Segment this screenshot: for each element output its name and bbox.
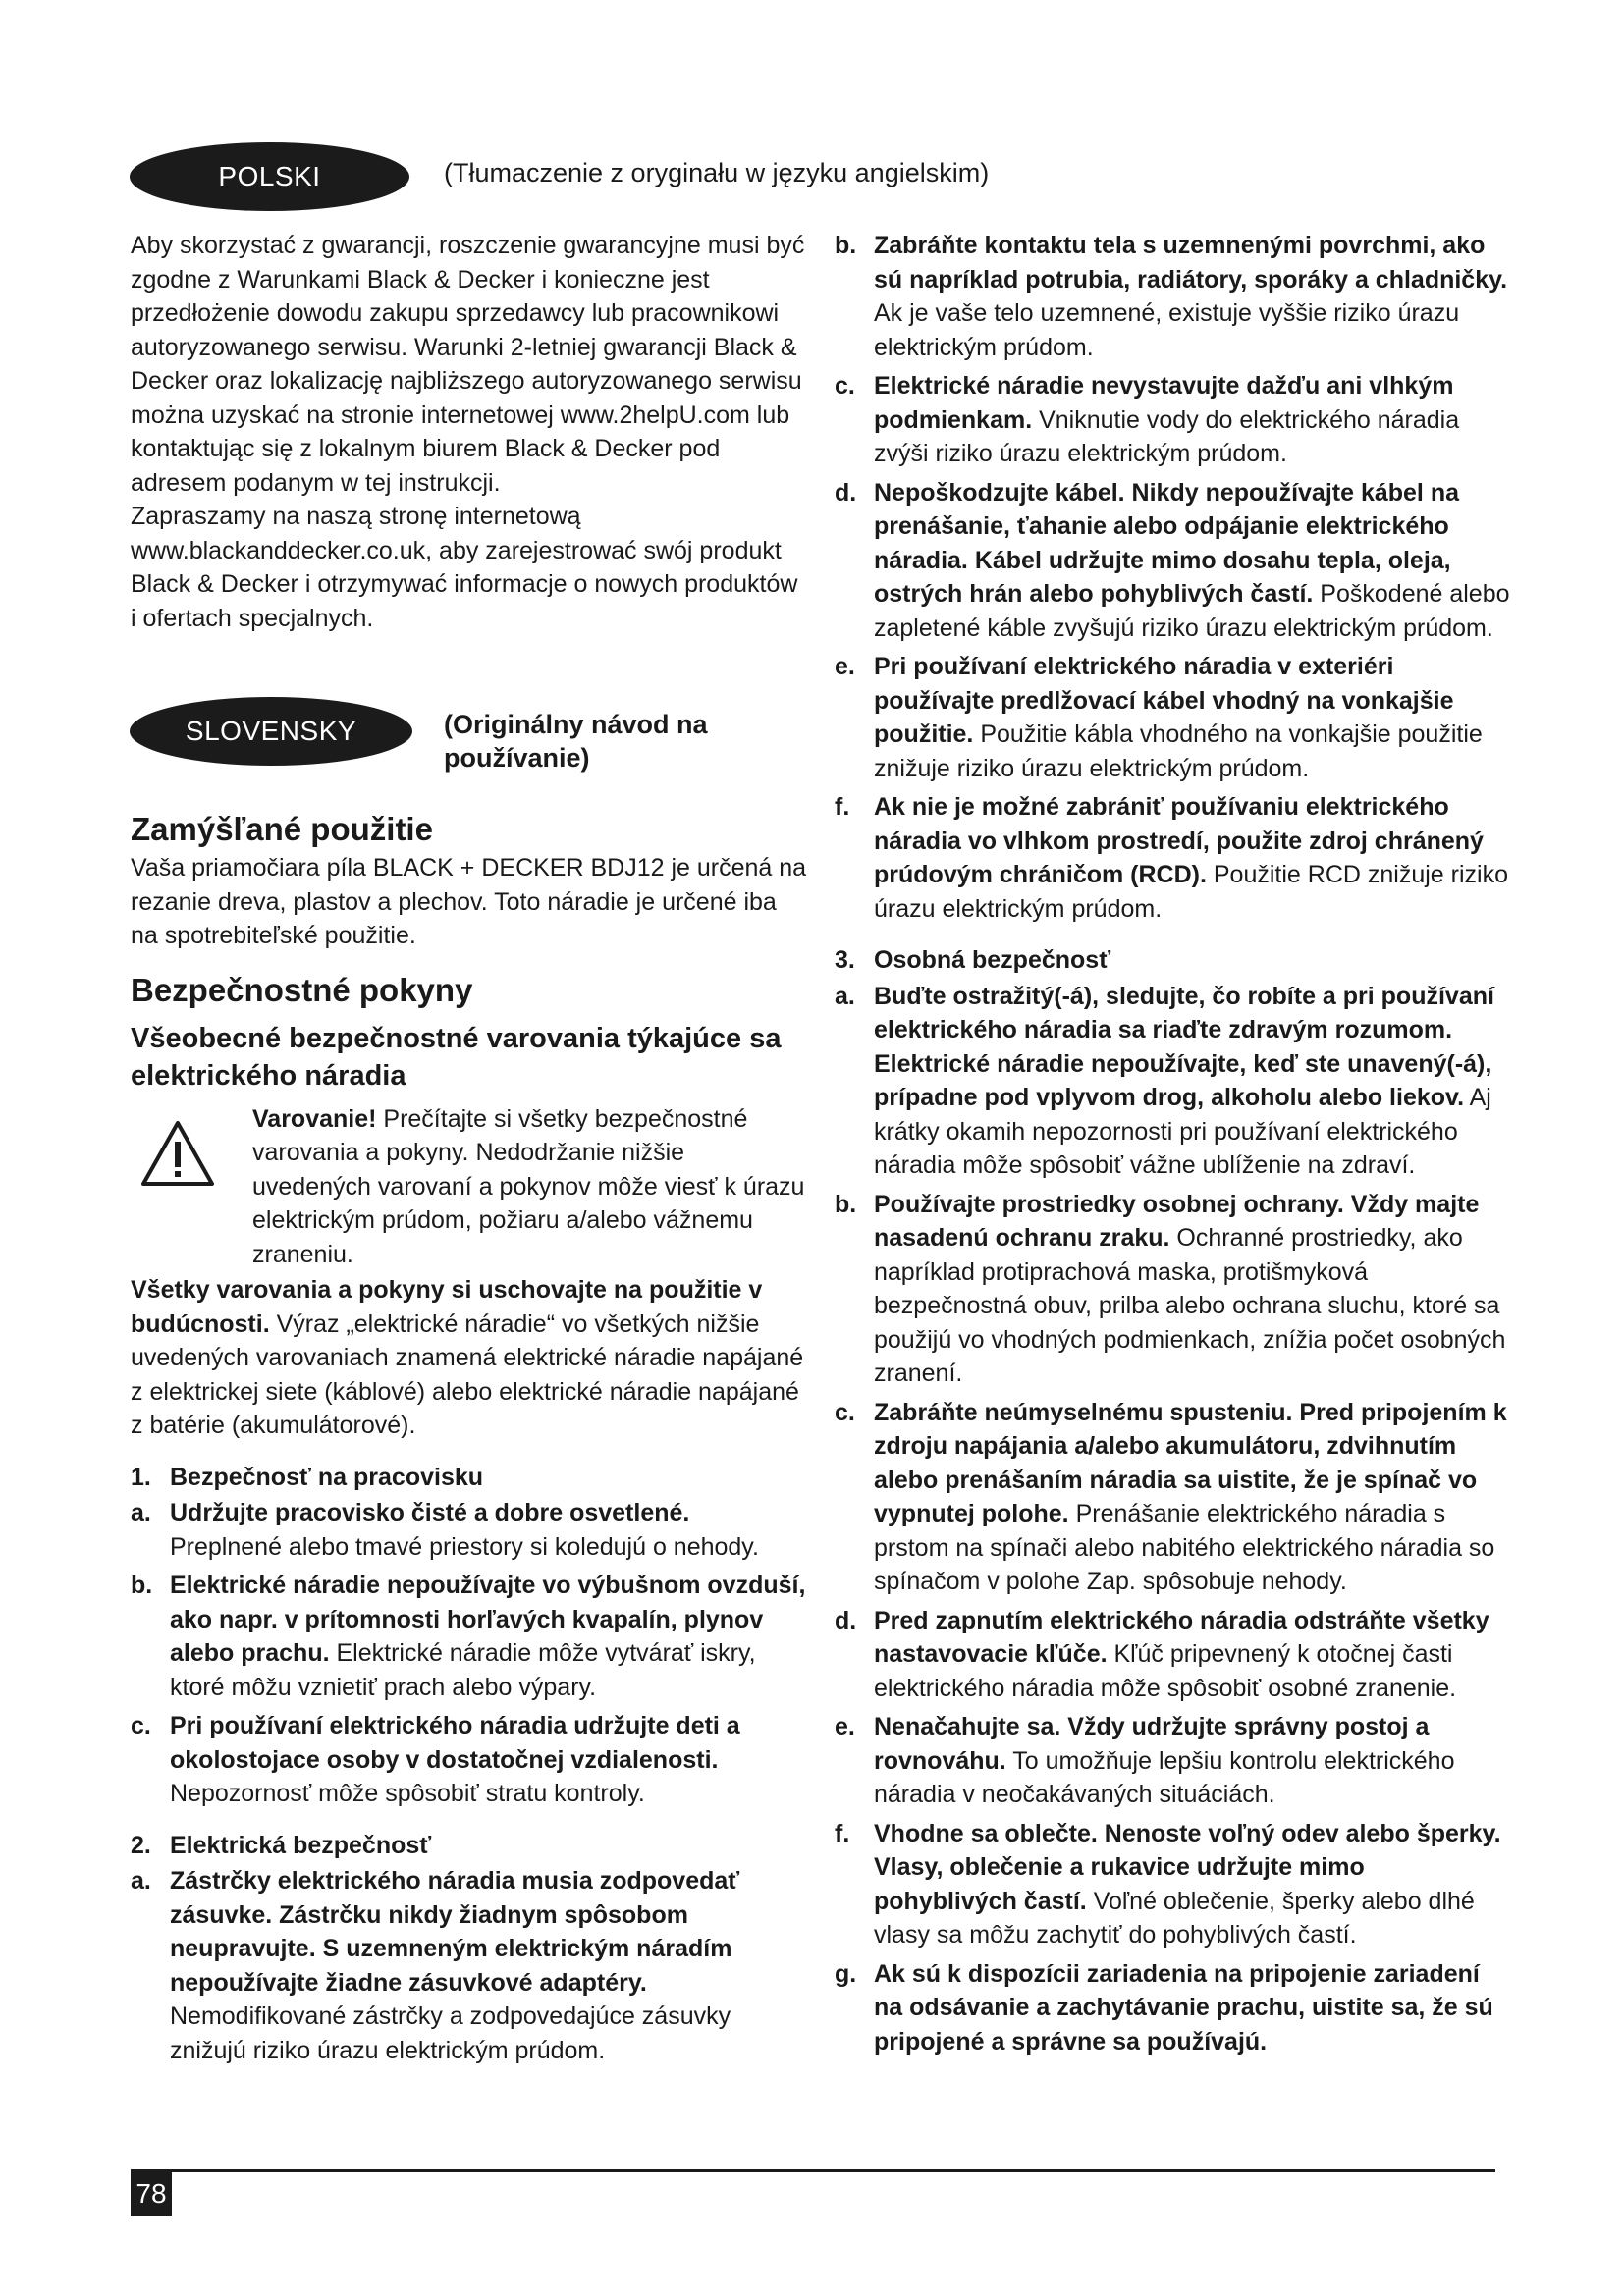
item-text: Ak je vaše telo uzemnené, existuje vyššie riziko úrazu elektrickým prúdom. <box>874 299 1460 361</box>
left-column <box>131 229 808 2072</box>
page-number-badge <box>131 2172 172 2216</box>
list-item <box>835 1710 1512 1812</box>
item-text: Voľné oblečenie, šperky alebo dlhé vlasy sa môžu zachytiť do pohyblivých častí. <box>874 1887 1475 1949</box>
section-1-heading <box>131 1461 808 1495</box>
right-column <box>835 229 1512 2063</box>
item-text: Ochranné prostriedky, ako napríklad protiprachová maska, protišmyková bezpečnostná obuv, prilba alebo ochrana sluchu, ktoré sa použijú vo vhodných podmienkach, znížia počet osobných zranení. <box>874 1224 1506 1387</box>
item-bold: Pri používaní elektrického náradia v exteriéri používajte predlžovací kábel vhodný na vonkajšie použitie. <box>874 653 1454 748</box>
item-marker: a. <box>835 982 855 1010</box>
list-item <box>835 1604 1512 1706</box>
item-text: Použitie RCD znižuje riziko úrazu elektrickým prúdom. <box>874 861 1508 923</box>
item-marker: g. <box>835 1959 857 1988</box>
item-marker: c. <box>835 372 855 400</box>
item-bold: Elektrické náradie nepoužívajte vo výbušnom ovzduší, ako napr. v prítomnosti horľavých kvapalín, plynov alebo prachu. <box>170 1572 806 1667</box>
item-text: To umožňuje lepšiu kontrolu elektrického náradia v neočakávaných situáciách. <box>874 1746 1455 1808</box>
item-text: Nemodifikované zástrčky a zodpovedajúce zásuvky znižujú riziko úrazu elektrickým prúdom. <box>170 2002 731 2064</box>
item-bold: Zástrčky elektrického náradia musia zodpovedať zásuvke. Zástrčku nikdy žiadnym spôsobom neupravujte. S uzemneným elektrickým náradím nepoužívajte žiadne zásuvkové adaptéry. <box>170 1867 740 1997</box>
polish-paragraph-warranty: Aby skorzystać z gwarancji, roszczenie gwarancyjne musi być zgodne z Warunkami Black & Decker i konieczne jest przedłożenie dowodu zakupu sprzedawcy lub pracownikowi autoryzowanego serwisu. Warunki 2-letniej gwarancji Black & Decker oraz lokalizację najbliższego autoryzowanego serwisu można uzyskać na stronie internetowej www.2helpU.com lub kontaktując się z lokalnym biurem Black & Decker pod adresem podanym w tej instrukcji. <box>131 232 805 497</box>
item-marker: c. <box>835 1398 855 1426</box>
item-text: Aj krátky okamih nepozornosti pri používaní elektrického náradia môže spôsobiť vážne ublíženie na zdraví. <box>874 1084 1491 1179</box>
item-bold: Ak sú k dispozícii zariadenia na pripojenie zariadení na odsávanie a zachytávanie prachu, uistite sa, že sú pripojené a správne sa používajú. <box>874 1959 1493 2056</box>
keep-instructions-bold: Všetky varovania a pokyny si uschovajte na použitie v budúcnosti. <box>131 1276 763 1338</box>
intended-use-heading: Zamýšľané použitie <box>131 811 433 847</box>
footer-rule <box>131 2169 1495 2172</box>
item-marker: d. <box>835 478 857 507</box>
item-text: Kľúč pripevnený k otočnej časti elektrického náradia môže spôsobiť osobné zranenie. <box>874 1640 1457 1702</box>
item-bold: Zabráňte neúmyselnému spusteniu. Pred pripojením k zdroju napájania a/alebo akumulátoru, zdvihnutím alebo prenášaním náradia sa uistite, že je spínač vo vypnutej polohe. <box>874 1398 1507 1527</box>
item-bold: Používajte prostriedky osobnej ochrany. Vždy majte nasadenú ochranu zraku. <box>874 1190 1480 1252</box>
item-bold: Elektrické náradie nevystavujte dažďu ani vlhkým podmienkam. <box>874 372 1454 434</box>
list-item <box>131 1496 808 1564</box>
item-bold: Buďte ostražitý(-á), sledujte, čo robíte a pri používaní elektrického náradia sa riaďte zdravým rozumom. Elektrické náradie nepoužívajte, keď ste unavený(-á), prípadne pod vplyvom drog, alkoholu alebo liekov. <box>874 982 1494 1111</box>
list-item <box>131 1569 808 1704</box>
item-bold: Zabráňte kontaktu tela s uzemnenými povrchmi, ako sú napríklad potrubia, radiátory, sporáky a chladničky. <box>874 232 1508 294</box>
item-marker: b. <box>835 232 857 259</box>
item-marker: c. <box>131 1712 151 1739</box>
list-item <box>131 1864 808 2067</box>
section-2-title: Elektrická bezpečnosť <box>170 1831 432 1859</box>
section-2-number: 2. <box>131 1831 151 1859</box>
item-text: Poškodené alebo zapletené káble zvyšujú riziko úrazu elektrickým prúdom. <box>874 580 1510 642</box>
item-marker: f. <box>835 793 850 821</box>
item-bold: Udržujte pracovisko čisté a dobre osvetlené. <box>170 1499 690 1526</box>
item-text: Prenášanie elektrického náradia s prstom na spínači alebo nabitého elektrického náradia so spínačom v polohe Zap. spôsobuje nehody. <box>874 1500 1495 1595</box>
item-marker: d. <box>835 1606 857 1634</box>
polish-paragraph-register: Zapraszamy na naszą stronę internetową www.blackanddecker.co.uk, aby zarejestrować swój produkt Black & Decker i otrzymywać informacje o nowych produktów i ofertach specjalnych. <box>131 503 798 632</box>
item-bold: Nenačahujte sa. Vždy udržujte správny postoj a rovnováhu. <box>874 1713 1430 1775</box>
item-bold: Vhodne sa oblečte. Nenoste voľný odev alebo šperky. Vlasy, oblečenie a rukavice udržujte mimo pohyblivých častí. <box>874 1819 1501 1915</box>
warning-text: Prečítajte si všetky bezpečnostné varovania a pokyny. Nedodržanie nižšie uvedených varovaní a pokynov môže viesť k úrazu elektrickým prúdom, požiaru a/alebo vážnemu zraneniu. <box>252 1104 805 1268</box>
section-3-heading <box>835 943 1512 978</box>
section-3-title: Osobná bezpečnosť <box>874 946 1111 974</box>
safety-heading: Bezpečnostné pokyny <box>131 971 473 1008</box>
section-3-number: 3. <box>835 946 855 974</box>
list-item <box>835 1817 1512 1952</box>
list-item <box>131 1709 808 1811</box>
item-text: Preplnené alebo tmavé priestory si koledujú o nehody. <box>170 1532 759 1561</box>
slovensky-subtitle: (Originálny návod na používanie) <box>444 710 708 773</box>
keep-instructions-text: Výraz „elektrické náradie“ vo všetkých nižšie uvedených varovaniach znamená elektrické náradie napájané z elektrickej siete (káblové) alebo elektrické náradie napájané z batérie (akumulátorové). <box>131 1309 804 1439</box>
section-1-title: Bezpečnosť na pracovisku <box>170 1463 484 1491</box>
list-item <box>835 980 1512 1183</box>
item-bold: Nepoškodzujte kábel. Nikdy nepoužívajte kábel na prenášanie, ťahanie alebo odpájanie elektrického náradia. Kábel udržujte mimo dosahu tepla, oleja, ostrých hrán alebo pohyblivých častí. <box>874 478 1459 608</box>
item-marker: f. <box>835 1819 850 1847</box>
section-1-number: 1. <box>131 1463 151 1491</box>
general-warnings-heading: Všeobecné bezpečnostné varovania týkajúce sa elektrického náradia <box>131 1022 782 1092</box>
list-item <box>835 476 1512 646</box>
slovensky-header-spacer <box>131 635 808 802</box>
polski-label-text: POLSKI <box>218 161 321 191</box>
item-marker: a. <box>131 1499 151 1526</box>
item-text: Elektrické náradie môže vytvárať iskry, ktoré môžu vznietiť prach alebo výpary. <box>170 1639 756 1701</box>
list-item <box>835 369 1512 471</box>
item-text: Nepozornosť môže spôsobiť stratu kontroly. <box>170 1780 645 1807</box>
list-item <box>835 650 1512 785</box>
list-item <box>835 790 1512 926</box>
warning-label: Varovanie! <box>252 1104 377 1133</box>
item-marker: a. <box>131 1867 151 1895</box>
item-bold: Ak nie je možné zabrániť používaniu elektrického náradia vo vlhkom prostredí, použite zdroj chránený prúdovým chráničom (RCD). <box>874 793 1484 888</box>
warning-block <box>131 1102 808 1272</box>
keep-instructions-paragraph <box>131 1273 808 1443</box>
list-item <box>835 229 1512 364</box>
list-item <box>835 1396 1512 1599</box>
item-bold: Pred zapnutím elektrického náradia odstráňte všetky nastavovacie kľúče. <box>874 1606 1489 1668</box>
warning-triangle-icon <box>140 1120 215 1187</box>
warning-paragraph <box>252 1102 808 1272</box>
intended-use-text: Vaša priamočiara píla BLACK + DECKER BDJ12 je určená na rezanie dreva, plastov a plechov. Toto náradie je určené iba na spotrebiteľské použitie. <box>131 854 807 949</box>
polski-subtitle: (Tłumaczenie z oryginału w języku angielskim) <box>444 158 990 187</box>
language-label-polski <box>130 142 409 211</box>
item-text: Použitie kábla vhodného na vonkajšie použitie znižuje riziko úrazu elektrickým prúdom. <box>874 721 1483 782</box>
item-text: Vniknutie vody do elektrického náradia zvýši riziko úrazu elektrickým prúdom. <box>874 405 1460 467</box>
list-item <box>835 1188 1512 1391</box>
item-marker: e. <box>835 1713 855 1740</box>
item-marker: e. <box>835 653 855 680</box>
section-2-heading <box>131 1829 808 1863</box>
item-marker: b. <box>835 1190 857 1218</box>
slovensky-label-text: SLOVENSKY <box>185 716 357 746</box>
item-marker: b. <box>131 1572 153 1599</box>
item-bold: Pri používaní elektrického náradia udržujte deti a okolostojace osoby v dostatočnej vzdialenosti. <box>170 1712 740 1774</box>
list-item <box>835 1957 1512 2059</box>
page-number: 78 <box>135 2178 167 2209</box>
